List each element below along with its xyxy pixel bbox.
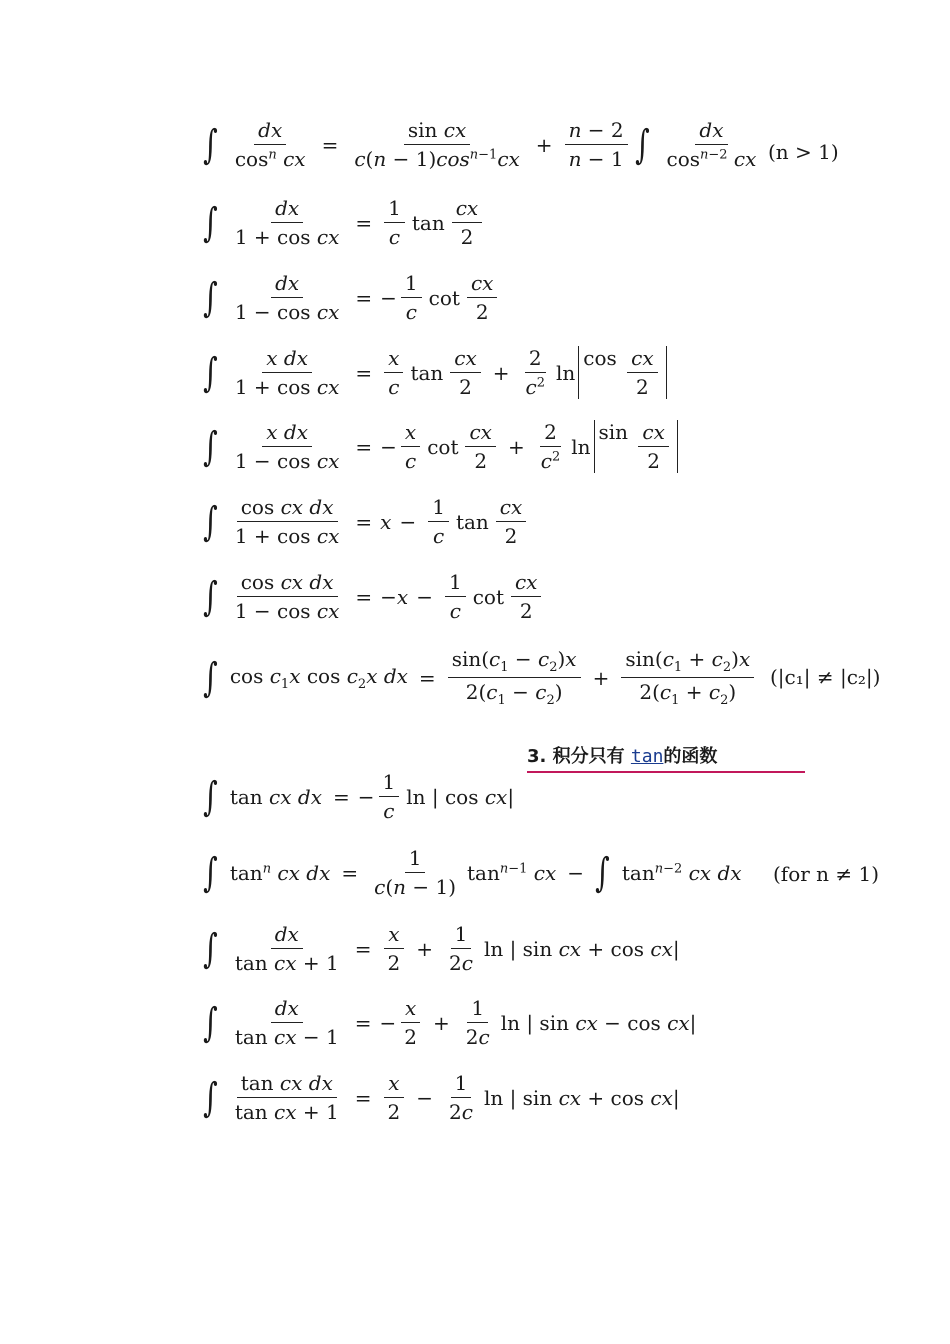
formula-cos-power: ∫ $\frac{dx}{\cos^n cx}$ = $\frac{\text{sin cx}}{c(n - 1)\cos^{n-1}cx}$ + $\frac{n - 2}{n - 1}$ ∫ $\frac{dx}{\cos^{n-2} cx}$ [200,118,764,171]
formula-dx-over-tan-plus-1: ∫ $\frac{dx}{\text{tan cx + 1}}$ = $\frac{x}{2}$ + $\frac{1}{2c}$ ln | sin cx + cos cx| [203,922,680,975]
tan-link[interactable]: tan [630,746,664,767]
heading-suffix: 的函数 [663,746,718,767]
condition-c1-neq-c2: (|c₁| ≠ |c₂|) [770,665,881,689]
formula-tan-power: ∫ $\tan^n$ cx dx = $\frac{1}{c(n - 1)}$ $\tan^{n-1}$ cx − ∫ $\tan^{n-2}$ cx dx [203,846,742,899]
formula-cos-product: ∫ $\cos c_1x$ $\cos c_2x$ dx = $\frac{\sin(c_1 - c_2)x}{2(c_1 - c_2)}$ + $\frac{\sin(c_1 + c_2)x}{2(c_1 + c_2)}$ [200,647,758,708]
formula-1-minus-cos: ∫ $\frac{dx}{\text{1 − cos cx}}$ = − $\frac{1}{c}$ cot $\frac{cx}{2}$ [200,271,501,324]
formula-x-over-1-minus-cos: ∫ $\frac{\text{x dx}}{\text{1 − cos cx}}$ = − $\frac{x}{c}$ cot $\frac{cx}{2}$ + $\frac{2}{c^2}$ ln sin $\frac{cx}{2}$ [200,420,678,473]
section-heading [527,742,805,773]
fraction: $\frac{\text{sin cx}}{c(n - 1)\cos^{n-1}cx}$ [354,118,520,171]
formula-tan-over-tan-plus-1: ∫ $\frac{\text{tan cx dx}}{\text{tan cx + 1}}$ = $\frac{x}{2}$ − $\frac{1}{2c}$ ln | sin cx + cos cx| [203,1071,680,1124]
fraction: $\frac{n - 2}{n - 1}$ [565,118,628,171]
integral-sign: ∫ [634,121,650,168]
formula-x-over-1-plus-cos: ∫ $\frac{\text{x dx}}{\text{1 + cos cx}}$ = $\frac{x}{c}$ tan $\frac{cx}{2}$ + $\frac{2}{c^2}$ ln cos $\frac{cx}{2}$ [200,346,667,399]
condition-n-neq-1: (for n ≠ 1) [773,862,880,886]
heading-prefix: 3. 积分只有 [527,746,631,767]
formula-cos-over-1-minus-cos: ∫ $\frac{\text{cos cx dx}}{\text{1 − cos cx}}$ = − x − $\frac{1}{c}$ cot $\frac{cx}{2}$ [200,570,545,623]
formula-1-plus-cos: ∫ $\frac{dx}{\text{1 + cos cx}}$ = $\frac{1}{c}$ tan $\frac{cx}{2}$ [200,196,486,249]
formula-tan: ∫ tan cx dx = − $\frac{1}{c}$ ln | cos cx| [203,770,515,823]
formula-cos-over-1-plus-cos: ∫ $\frac{\text{cos cx dx}}{\text{1 + cos cx}}$ = x − $\frac{1}{c}$ tan $\frac{cx}{2}$ [200,495,530,548]
fraction: $\frac{dx}{\cos^{n-2} cx}$ [666,118,757,171]
integral-sign: ∫ [203,121,218,168]
fraction: $\frac{dx}{\cos^n cx}$ [234,118,306,171]
condition-n-gt-1: (n > 1) [768,140,839,164]
formula-dx-over-tan-minus-1: ∫ $\frac{dx}{\text{tan cx − 1}}$ = − $\frac{x}{2}$ + $\frac{1}{2c}$ ln | sin cx − cos cx| [203,996,697,1049]
